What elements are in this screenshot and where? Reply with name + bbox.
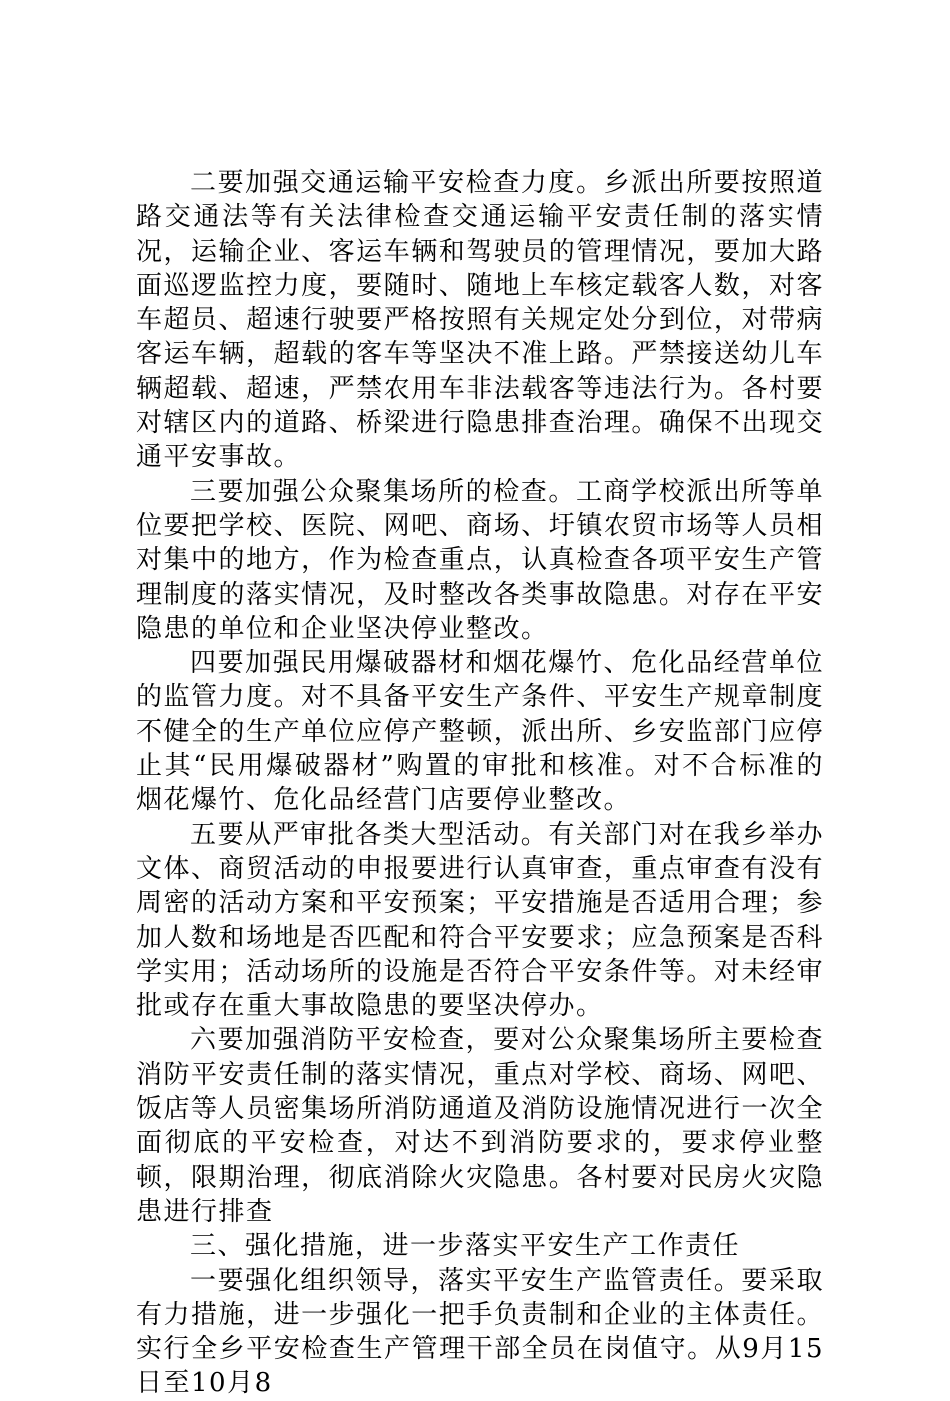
paragraph-organization-leadership: 一要强化组织领导，落实平安生产监管责任。要采取有力措施，进一步强化一把手负责制和企业的主体责任。实行全乡平安检查生产管理干部全员在岗值守。从9月15日至10月8 xyxy=(136,1265,824,1399)
paragraph-large-events: 五要从严审批各类大型活动。有关部门对在我乡举办文体、商贸活动的申报要进行认真审查，重点审查有没有周密的活动方案和平安预案；平安措施是否适用合理；参加人数和场地是否匹配和符合平安要求；应急预案是否科学实用；活动场所的设施是否符合平安条件等。对未经审批或存在重大事故隐患的要坚决停办。 xyxy=(136,819,824,1022)
paragraph-fire-safety: 六要加强消防平安检查，要对公众聚集场所主要检查消防平安责任制的落实情况，重点对学校、商场、网吧、饭店等人员密集场所消防通道及消防设施情况进行一次全面彻底的平安检查，对达不到消防要求的，要求停业整顿，限期治理，彻底消除火灾隐患。各村要对民房火灾隐患进行排查 xyxy=(136,1025,824,1227)
paragraph-explosives-fireworks: 四要加强民用爆破器材和烟花爆竹、危化品经营单位的监管力度。对不具备平安生产条件、平安生产规章制度不健全的生产单位应停产整顿，派出所、乡安监部门应停止其“民用爆破器材”购置的审批和核准。对不合标准的烟花爆竹、危化品经营门店要停业整改。 xyxy=(136,648,824,816)
paragraph-traffic-inspection: 二要加强交通运输平安检查力度。乡派出所要按照道路交通法等有关法律检查交通运输平安责任制的落实情况，运输企业、客运车辆和驾驶员的管理情况，要加大路面巡逻监控力度，要随时、随地上车核定载客人数，对客车超员、超速行驶要严格按照有关规定处分到位，对带病客运车辆，超载的客车等坚决不准上路。严禁接送幼儿车辆超载、超速，严禁农用车非法载客等违法行为。各村要对辖区内的道路、桥梁进行隐患排查治理。确保不出现交通平安事故。 xyxy=(136,168,824,473)
section-heading-measures: 三、强化措施，进一步落实平安生产工作责任 xyxy=(190,1231,741,1262)
document-body xyxy=(136,166,824,1401)
paragraph-public-venues: 三要加强公众聚集场所的检查。工商学校派出所等单位要把学校、医院、网吧、商场、圩镇农贸市场等人员相对集中的地方，作为检查重点，认真检查各项平安生产管理制度的落实情况，及时整改各类事故隐患。对存在平安隐患的单位和企业坚决停业整改。 xyxy=(136,476,824,644)
